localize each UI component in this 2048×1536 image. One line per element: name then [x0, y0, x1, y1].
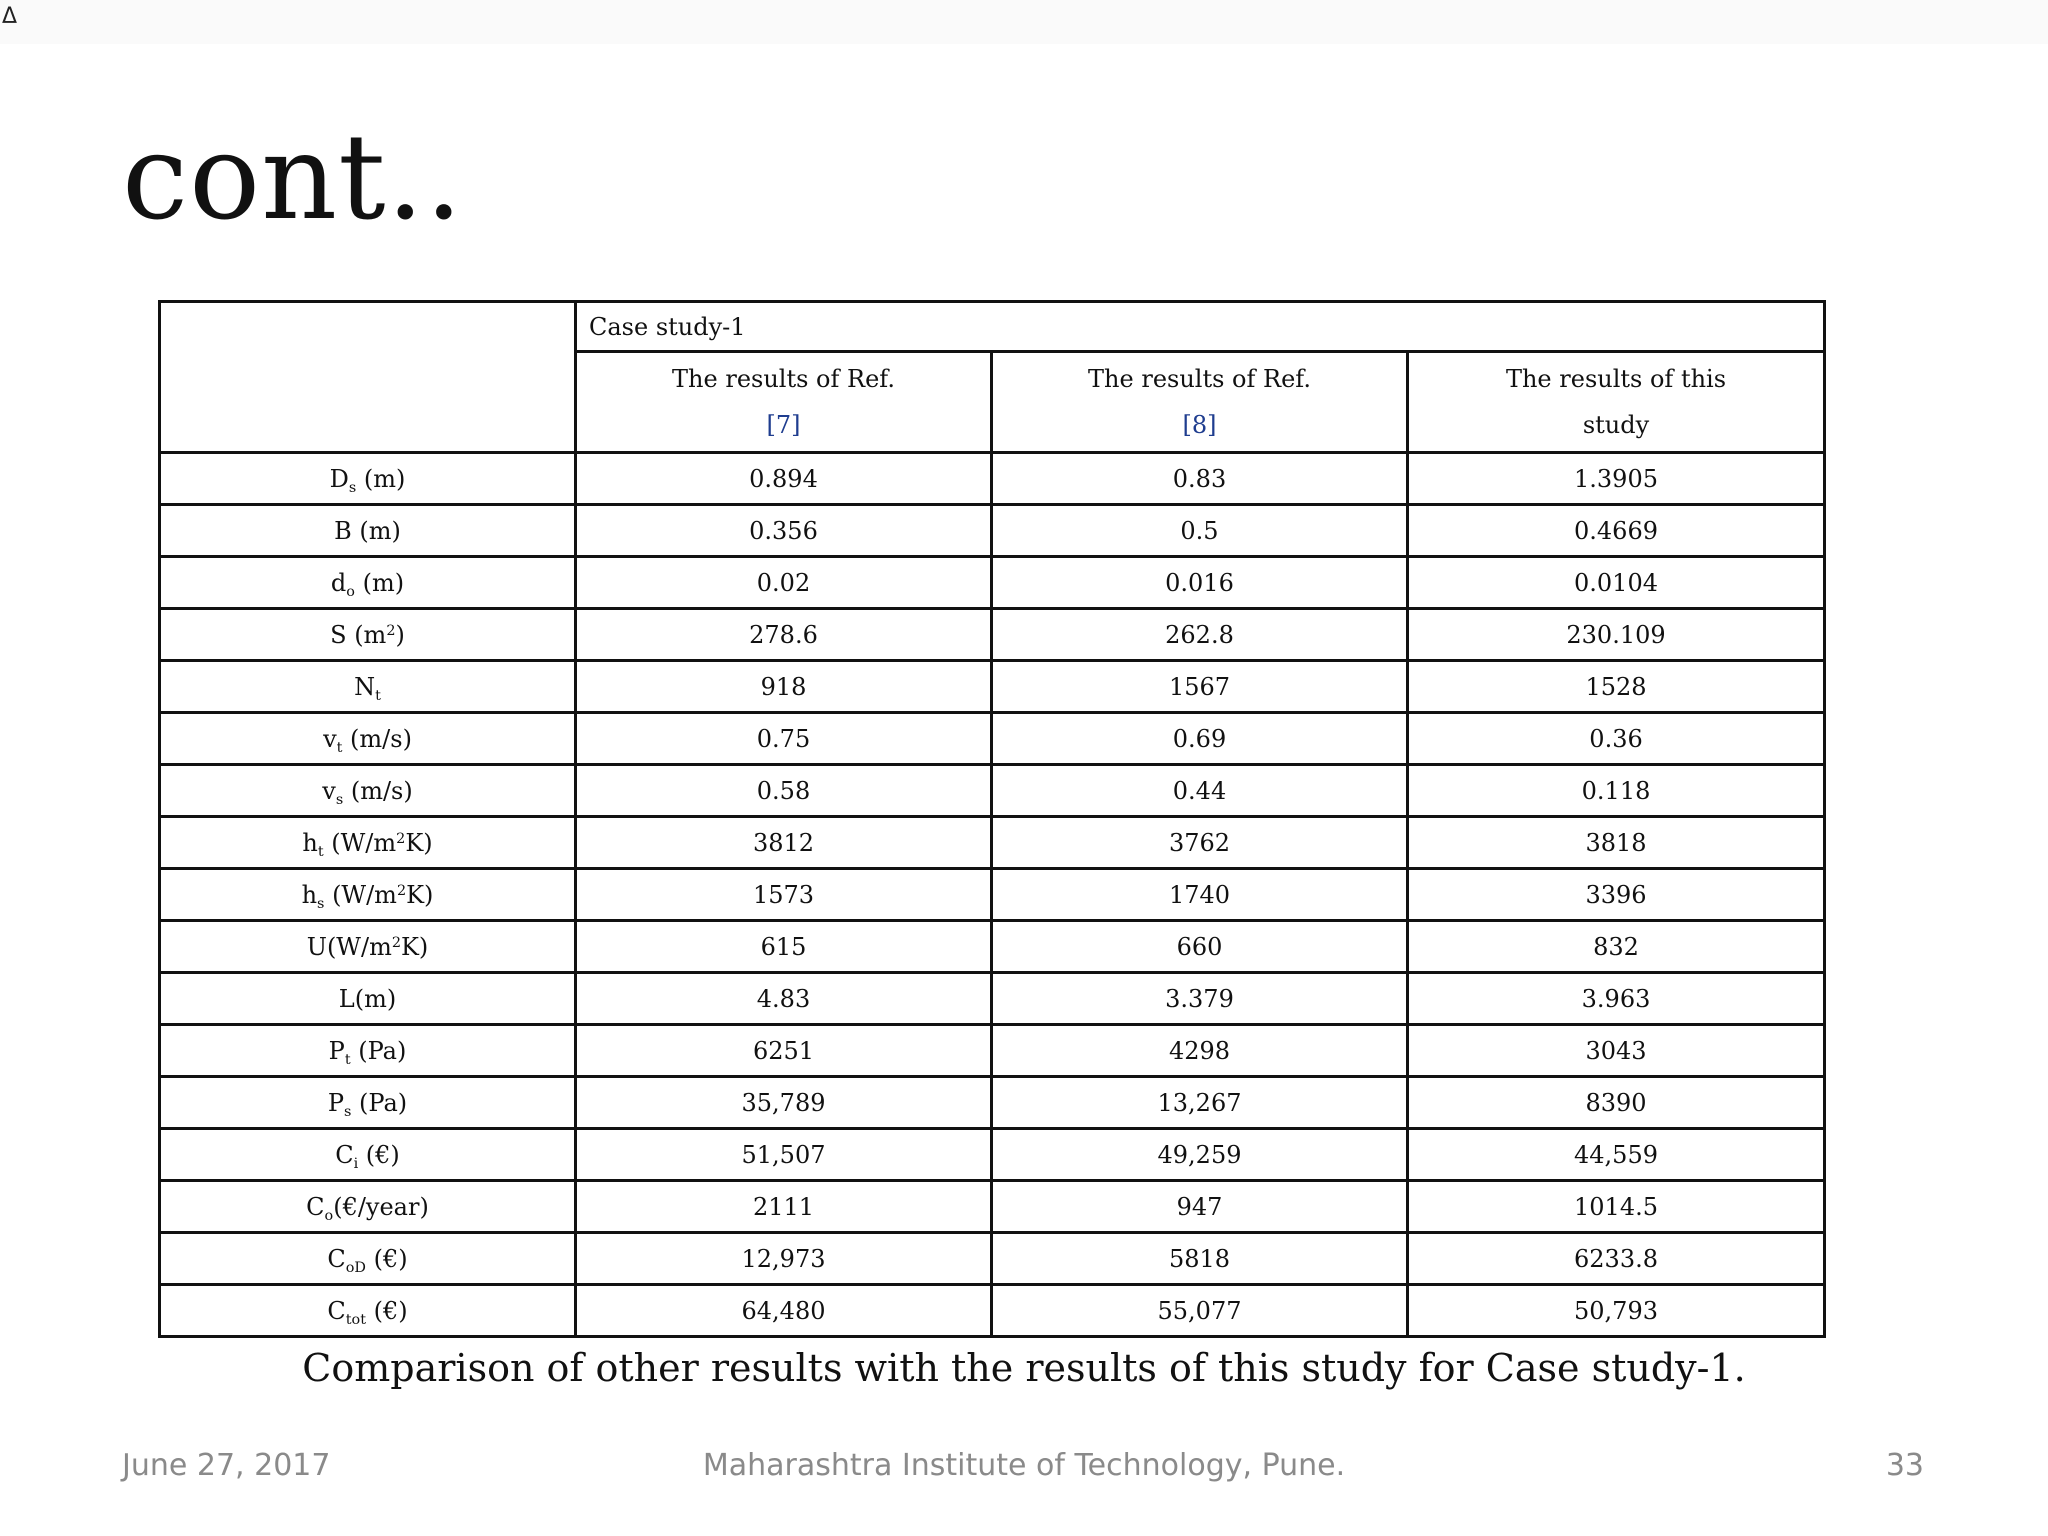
value-cell: 0.75 [576, 713, 992, 765]
parameter-symbol: v [322, 776, 336, 805]
delta-icon: Δ [2, 4, 18, 29]
parameter-unit: (€) [358, 1140, 400, 1169]
parameter-unit: (€) [365, 1296, 408, 1325]
parameter-unit: (W/m [323, 828, 397, 857]
parameter-symbol: C [327, 1244, 346, 1273]
column-header-text: The results of this [1505, 365, 1727, 393]
value-cell: 12,973 [576, 1233, 992, 1285]
parameter-symbol: v [323, 724, 337, 753]
table-caption: Comparison of other results with the results of this study for Case study-1. [302, 1346, 1746, 1390]
parameter-subscript: t [336, 739, 343, 756]
parameter-subscript: t [344, 1051, 351, 1068]
column-header-this-study [1408, 352, 1825, 453]
value-cell: 2111 [576, 1181, 992, 1233]
parameter-unit: K) [406, 880, 434, 909]
parameter-unit: K) [400, 932, 429, 961]
column-header-ref-7 [576, 352, 992, 453]
parameter-label [160, 1025, 576, 1077]
value-cell: 918 [576, 661, 992, 713]
table-row [160, 609, 1825, 661]
parameter-superscript: 2 [386, 622, 396, 639]
parameter-label [160, 505, 576, 557]
parameter-unit: K) [405, 828, 433, 857]
citation-link-7[interactable]: [7] [766, 411, 801, 439]
parameter-symbol: P [327, 1088, 345, 1117]
parameter-subscript: s [317, 895, 325, 912]
parameter-symbol: P [328, 1036, 345, 1065]
parameter-unit: (m/s) [342, 724, 412, 753]
value-cell: 44,559 [1408, 1129, 1825, 1181]
slide-number: 33 [1885, 1448, 1924, 1483]
value-cell: 0.83 [992, 453, 1408, 505]
parameter-label [160, 609, 576, 661]
value-cell: 3762 [992, 817, 1408, 869]
value-cell: 0.58 [576, 765, 992, 817]
value-cell: 3396 [1408, 869, 1825, 921]
empty-corner-cell [160, 302, 576, 453]
parameter-unit: (Pa) [350, 1036, 407, 1065]
value-cell: 0.894 [576, 453, 992, 505]
value-cell: 3818 [1408, 817, 1825, 869]
parameter-label [160, 869, 576, 921]
table-row [160, 1129, 1825, 1181]
value-cell: 230.109 [1408, 609, 1825, 661]
value-cell: 49,259 [992, 1129, 1408, 1181]
value-cell: 3812 [576, 817, 992, 869]
parameter-symbol: U(W/m [306, 932, 392, 961]
table-row [160, 921, 1825, 973]
value-cell: 0.0104 [1408, 557, 1825, 609]
parameter-unit: (m) [356, 464, 406, 493]
value-cell: 5818 [992, 1233, 1408, 1285]
table-row [160, 1077, 1825, 1129]
column-header-text: study [1582, 411, 1650, 439]
parameter-label [160, 765, 576, 817]
value-cell: 278.6 [576, 609, 992, 661]
table-row [160, 817, 1825, 869]
column-header-ref-8 [992, 352, 1408, 453]
column-header-text: The results of Ref. [672, 365, 895, 393]
table-row [160, 1181, 1825, 1233]
parameter-unit: (m/s) [343, 776, 413, 805]
parameter-subscript: s [344, 1103, 352, 1120]
parameter-symbol: B (m) [334, 516, 401, 545]
value-cell: 6251 [576, 1025, 992, 1077]
column-header-text: The results of Ref. [1088, 365, 1311, 393]
case-study-header: Case study-1 [576, 302, 1825, 352]
parameter-subscript: s [335, 791, 344, 808]
parameter-subscript: i [353, 1155, 359, 1172]
value-cell: 51,507 [576, 1129, 992, 1181]
parameter-subscript: o [324, 1207, 334, 1224]
parameter-subscript: o [346, 583, 355, 600]
parameter-subscript: t [375, 687, 381, 704]
value-cell: 4298 [992, 1025, 1408, 1077]
parameter-label [160, 713, 576, 765]
value-cell: 1573 [576, 869, 992, 921]
parameter-symbol: d [330, 568, 347, 597]
value-cell: 1014.5 [1408, 1181, 1825, 1233]
parameter-label [160, 1129, 576, 1181]
value-cell: 6233.8 [1408, 1233, 1825, 1285]
parameter-subscript: oD [345, 1259, 366, 1276]
value-cell: 0.44 [992, 765, 1408, 817]
value-cell: 832 [1408, 921, 1825, 973]
parameter-unit: (€/year) [333, 1192, 429, 1221]
value-cell: 947 [992, 1181, 1408, 1233]
parameter-label [160, 973, 576, 1025]
parameter-unit: (m) [354, 568, 405, 597]
parameter-label [160, 1077, 576, 1129]
parameter-subscript: tot [345, 1311, 366, 1328]
value-cell: 3.379 [992, 973, 1408, 1025]
parameter-superscript: 2 [396, 882, 407, 899]
parameter-unit: (€) [365, 1244, 408, 1273]
value-cell: 0.4669 [1408, 505, 1825, 557]
value-cell: 262.8 [992, 609, 1408, 661]
footer-date: June 27, 2017 [122, 1448, 331, 1483]
parameter-symbol: N [354, 672, 376, 701]
value-cell: 0.5 [992, 505, 1408, 557]
value-cell: 55,077 [992, 1285, 1408, 1337]
parameter-label [160, 1181, 576, 1233]
value-cell: 0.016 [992, 557, 1408, 609]
value-cell: 35,789 [576, 1077, 992, 1129]
value-cell: 4.83 [576, 973, 992, 1025]
table-row [160, 1285, 1825, 1337]
parameter-label [160, 1233, 576, 1285]
slide-title: cont.. [122, 108, 464, 246]
parameter-symbol: D [329, 464, 349, 493]
table-header-row [160, 302, 1825, 352]
parameter-symbol: h [302, 828, 318, 857]
value-cell: 615 [576, 921, 992, 973]
value-cell: 0.69 [992, 713, 1408, 765]
parameter-symbol: h [301, 880, 318, 909]
parameter-label [160, 453, 576, 505]
parameter-unit: (Pa) [351, 1088, 408, 1117]
table-row [160, 557, 1825, 609]
citation-link-8[interactable]: [8] [1182, 411, 1217, 439]
value-cell: 64,480 [576, 1285, 992, 1337]
value-cell: 13,267 [992, 1077, 1408, 1129]
parameter-label [160, 557, 576, 609]
value-cell: 0.356 [576, 505, 992, 557]
table-row [160, 1025, 1825, 1077]
parameter-symbol: C [327, 1296, 346, 1325]
parameter-label [160, 921, 576, 973]
value-cell: 1.3905 [1408, 453, 1825, 505]
table-row [160, 661, 1825, 713]
table-row [160, 453, 1825, 505]
parameter-symbol: C [306, 1192, 325, 1221]
parameter-superscript: 2 [396, 830, 406, 847]
value-cell: 0.02 [576, 557, 992, 609]
parameter-unit: ) [395, 620, 405, 649]
parameter-symbol: C [335, 1140, 354, 1169]
table-row [160, 765, 1825, 817]
results-table [158, 300, 1826, 1338]
value-cell: 8390 [1408, 1077, 1825, 1129]
parameter-label [160, 1285, 576, 1337]
parameter-symbol: L(m) [338, 984, 397, 1013]
table-row [160, 505, 1825, 557]
value-cell: 0.36 [1408, 713, 1825, 765]
value-cell: 660 [992, 921, 1408, 973]
value-cell: 0.118 [1408, 765, 1825, 817]
parameter-superscript: 2 [391, 934, 401, 951]
table-row [160, 1233, 1825, 1285]
value-cell: 1528 [1408, 661, 1825, 713]
parameter-label [160, 661, 576, 713]
parameter-symbol: S (m [330, 620, 387, 649]
top-bar [0, 0, 2048, 44]
value-cell: 3043 [1408, 1025, 1825, 1077]
value-cell: 3.963 [1408, 973, 1825, 1025]
value-cell: 50,793 [1408, 1285, 1825, 1337]
table-row [160, 869, 1825, 921]
parameter-subscript: s [348, 479, 357, 496]
value-cell: 1740 [992, 869, 1408, 921]
table-row [160, 973, 1825, 1025]
table-row [160, 713, 1825, 765]
footer-institute: Maharashtra Institute of Technology, Pune. [702, 1448, 1346, 1483]
parameter-label [160, 817, 576, 869]
parameter-unit: (W/m [324, 880, 397, 909]
value-cell: 1567 [992, 661, 1408, 713]
parameter-subscript: t [317, 843, 324, 860]
